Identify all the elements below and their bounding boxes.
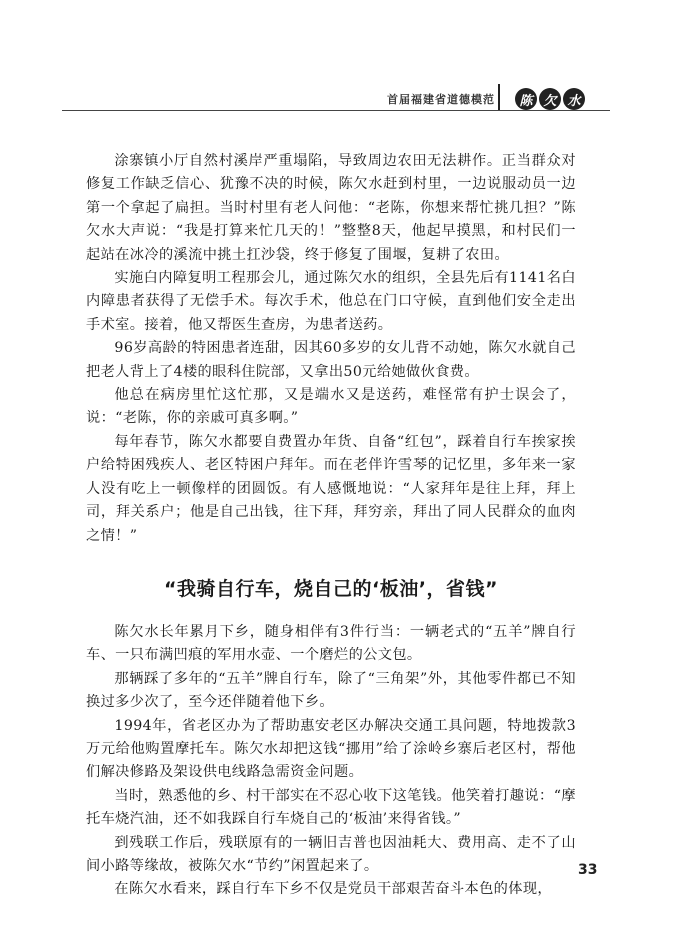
paragraph: 陈欠水长年累月下乡，随身相伴有3件行当：一辆老式的“五羊”牌自行车、一只布满凹痕的军用水壶、一个磨烂的公文包。 [86, 623, 576, 664]
name-badge: 欠 [539, 88, 561, 110]
header-rule [62, 110, 610, 111]
paragraph: 在陈欠水看来，踩自行车下乡不仅是党员干部艰苦奋斗本色的体现， [114, 881, 553, 898]
paragraph: 到残联工作后，残联原有的一辆旧吉普也因油耗大、费用高、走不了山间小路等缘故，被陈欠水“节约”闲置起来了。 [86, 834, 576, 874]
paragraph: 涂寨镇小厅自然村溪岸严重塌陷，导致周边农田无法耕作。正当群众对修复工作缺乏信心、犹豫不决的时候，陈欠水赶到村里，一边说服动员一边第一个拿起了扁担。当时村里有老人问他：“老陈，你想来帮忙挑几担？”陈欠水大声说：“我是打算来忙几天的！”整整8天，他起早摸黑，和村民们一起站在冰冷的溪流中挑土扛沙袋，终于修复了围堰，复耕了农田。 [86, 153, 576, 263]
paragraph: 1994年，省老区办为了帮助惠安老区办解决交通工具问题，特地拨款3万元给他购置摩托车。陈欠水却把这钱“挪用”给了涂岭乡寨后老区村，帮他们解决修路及架设供电线路急需资金问题。 [86, 717, 576, 781]
paragraph: 当时，熟悉他的乡、村干部实在不忍心收下这笔钱。他笑着打趣说：“摩托车烧汽油，还不如我踩自行车烧自己的‘板油’来得省钱。” [86, 787, 576, 828]
paragraph: 他总在病房里忙这忙那，又是端水又是送药，难怪常有护士误会了，说：“老陈，你的亲戚可真多啊。” [86, 387, 576, 427]
paragraph: 那辆踩了多年的“五羊”牌自行车，除了“三角架”外，其他零件都已不知换过多少次了，至今还伴随着他下乡。 [86, 670, 576, 711]
name-badge: 陈 [515, 88, 537, 110]
page-number: 33 [578, 862, 598, 878]
paragraph: 96岁高龄的特困患者连甜，因其60多岁的女儿背不动她，陈欠水就自己把老人背上了4楼的眼科住院部，又拿出50元给她做伙食费。 [86, 340, 576, 380]
name-badge: 水 [563, 88, 585, 110]
section-title: “我骑自行车，烧自己的‘板油’，省钱” [164, 577, 498, 600]
paragraph: 实施白内障复明工程那会儿，通过陈欠水的组织，全县先后有1141名白内障患者获得了无偿手术。每次手术，他总在门口守候，直到他们安全走出手术室。接着，他又帮医生查房，为患者送药。 [86, 270, 576, 333]
header-name-badges [515, 88, 585, 110]
paragraph: 每年春节，陈欠水都要自费置办年货、自备“红包”，踩着自行车挨家挨户给特困残疾人、老区特困户拜年。而在老伴许雪琴的记忆里，多年来一家人没有吃上一顿像样的团圆饭。有人感慨地说：“人家拜年是往上拜，拜上司，拜关系户；他是自己出钱，往下拜，拜穷亲，拜出了同人民群众的血肉之情！” [86, 433, 576, 544]
header-divider-bar [498, 84, 500, 110]
page-body [86, 150, 576, 902]
running-header-title: 首届福建省道德模范 [387, 93, 495, 106]
